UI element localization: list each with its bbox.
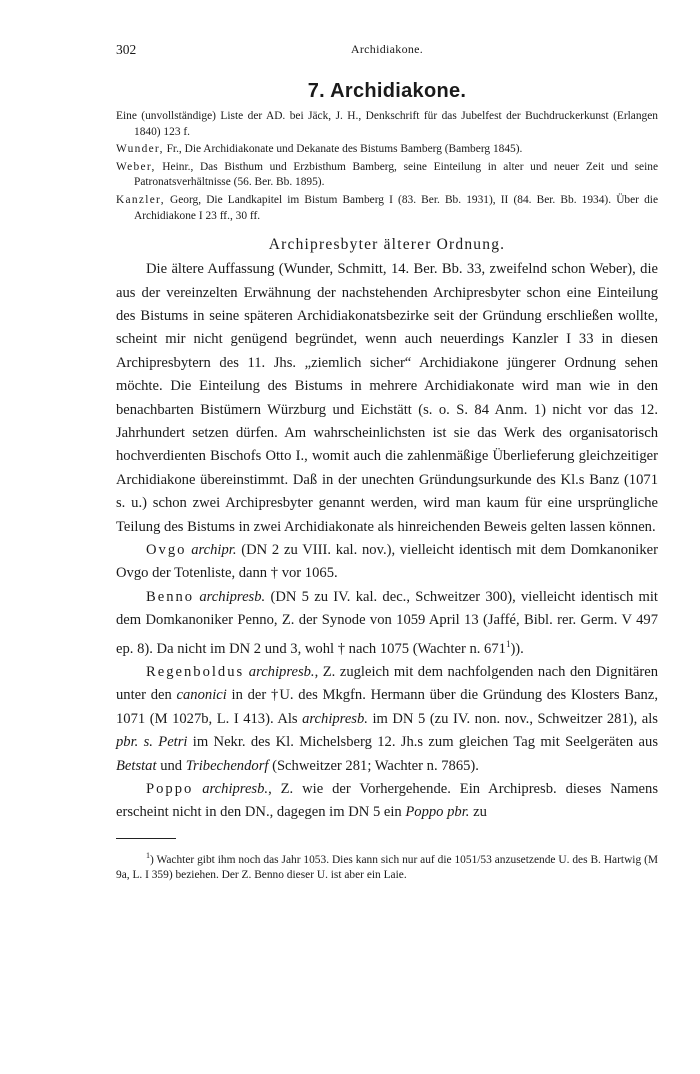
running-head — [116, 42, 658, 62]
bibliography-text: Eine (unvollständige) Liste der AD. bei Jäck, J. H., Denkschrift für das Jubelfest der Buchdruckerkunst (Erlangen 1840) 123 f. — [116, 110, 658, 138]
italic-term: archipresb. — [302, 710, 368, 727]
entry-poppo — [116, 778, 658, 825]
text-run: (DN 5 zu IV. kal. dec., Schweitzer 300), vielleicht identisch mit dem Domkanoniker Penno, Z. der Synode von 1059 April 13 (Jaffé, Bibl. rer. Germ. V 497 ep. 8). Da nicht im DN 2 und 3, wohl † nach 1075 (Wachter n. 671 — [116, 588, 658, 657]
text-run — [193, 781, 202, 797]
text-run: (Schweitzer 281; Wachter n. 7865). — [268, 757, 479, 774]
page-number: 302 — [116, 42, 137, 57]
italic-term: Poppo pbr. — [405, 804, 470, 821]
footnote-text: ) Wachter gibt ihm noch das Jahr 1053. Dies kann sich nur auf die 1051/53 anzusetzende U. des B. Hartwig (M 9a, L. I 359) beziehen. Der Z. Benno dieser U. ist aber ein Laie. — [116, 853, 658, 882]
footnote — [116, 848, 658, 884]
bibliography-entry — [116, 193, 658, 224]
text-run: (DN 2 zu VIII. kal. nov.), vielleicht identisch mit dem Domkanoniker Ovgo der Totenliste, dann † vor 1065. — [116, 542, 658, 582]
text-run: )). — [510, 640, 524, 657]
bibliography-author: Weber, — [116, 160, 156, 173]
text-run: im DN 5 (zu IV. non. nov., Schweitzer 281), als — [367, 710, 658, 727]
chapter-title: 7. Archidiakone. — [307, 80, 467, 102]
person-name: Benno — [146, 588, 195, 605]
bibliography-entry — [116, 142, 658, 158]
italic-term: Tribechendorf — [185, 757, 269, 774]
entry-ovgo — [116, 539, 658, 586]
text-run: , Z. zugleich mit dem nachfolgenden nach den Dignitären unter den — [116, 663, 658, 704]
italic-term: archipresb. — [202, 780, 269, 797]
bibliography — [116, 109, 658, 224]
person-name: Poppo — [146, 780, 194, 797]
italic-term: pbr. s. Petri — [116, 734, 188, 751]
entry-regenboldus — [116, 661, 658, 778]
footnote-mark: 1 — [146, 850, 150, 860]
bibliography-author: Wunder, — [116, 143, 164, 156]
italic-term: archipresb. — [248, 663, 315, 680]
entry-benno — [116, 586, 658, 661]
text-run: zu — [469, 804, 487, 821]
bibliography-entry — [116, 109, 658, 140]
italic-term: Betstat — [116, 757, 157, 774]
italic-term: archipresb. — [199, 588, 266, 605]
section-heading: Archipresbyter älterer Ordnung. — [268, 236, 506, 254]
bibliography-text: Georg, Die Landkapitel im Bistum Bamberg I (83. Ber. Bb. 1931), II (84. Ber. Bb. 1934). Über die Archidiakone I 23 ff., 30 ff. — [134, 193, 658, 222]
person-name: Regenboldus — [146, 663, 245, 680]
italic-term: archipr. — [191, 542, 237, 559]
bibliography-entry — [116, 160, 658, 191]
running-title: Archidiakone. — [350, 42, 424, 56]
footnote-reference: 1 — [505, 638, 511, 649]
text-run: , Z. wie der Vorhergehende. Ein Archipresb. dieses Namens erscheint nicht in den DN., dagegen im DN 5 ein — [116, 780, 658, 821]
text-run: und — [156, 757, 186, 774]
footnote-separator — [116, 838, 176, 839]
text-run: im Nekr. des Kl. Michelsberg 12. Jh.s zum gleichen Tag mit Seelgeräten aus — [187, 734, 658, 751]
italic-term: canonici — [176, 687, 227, 704]
bibliography-author: Kanzler, — [116, 193, 165, 206]
text-run: in der †U. des Mkgfn. Hermann über die Gründung des Klosters Banz, 1071 (M 1027b, L. I 413). Als — [116, 687, 658, 727]
body-paragraph: Die ältere Auffassung (Wunder, Schmitt, 14. Ber. Bb. 33, zweifelnd schon Weber), die aus der vereinzelten Erwähnung der nachstehenden Archipresbyter schon eine Einteilung des Bistums in seine späteren Archidiakonatsbezirke seit der Gründung erschließen wollte, scheint mir nicht genügend begründet, wenn auch neuerdings Kanzler I 33 in diesen Archipresbytern des 11. Jhs. „ziemlich sicher“ Archidiakone jüngerer Ordnung sehen möchte. Die Einteilung des Bistums in mehrere Archidiakonate wird man wie in den benachbarten Bistümern Würzburg und Eichstätt (s. o. S. 84 Anm. 1) nicht vor das 12. Jahrhundert setzen dürfen. Am wahrscheinlichsten ist sie das Werk des organisatorisch hochverdienten Bischofs Otto I., womit auch die zahlenmäßige Überlieferung gleichzeitiger Archidiakone übereinstimmt. Daß in der unechten Gründungsurkunde des Kl.s Banz (1071 s. u.) schon zwei Archipresbyter genannt werden, wird man kaum für eine ursprüngliche Teilung des Bistums in zwei Archidiakonate als hinreichenden Beweis gelten lassen können. — [116, 261, 658, 535]
person-name: Ovgo — [146, 542, 187, 559]
bibliography-text: Fr., Die Archidiakonate und Dekanate des Bistums Bamberg (Bamberg 1845). — [163, 143, 523, 156]
bibliography-text: Heinr., Das Bisthum und Erzbisthum Bamberg, seine Einteilung in alter und neuer Zeit und seine Patronatsverhältnisse (56. Ber. Bb. 1895). — [134, 160, 658, 189]
